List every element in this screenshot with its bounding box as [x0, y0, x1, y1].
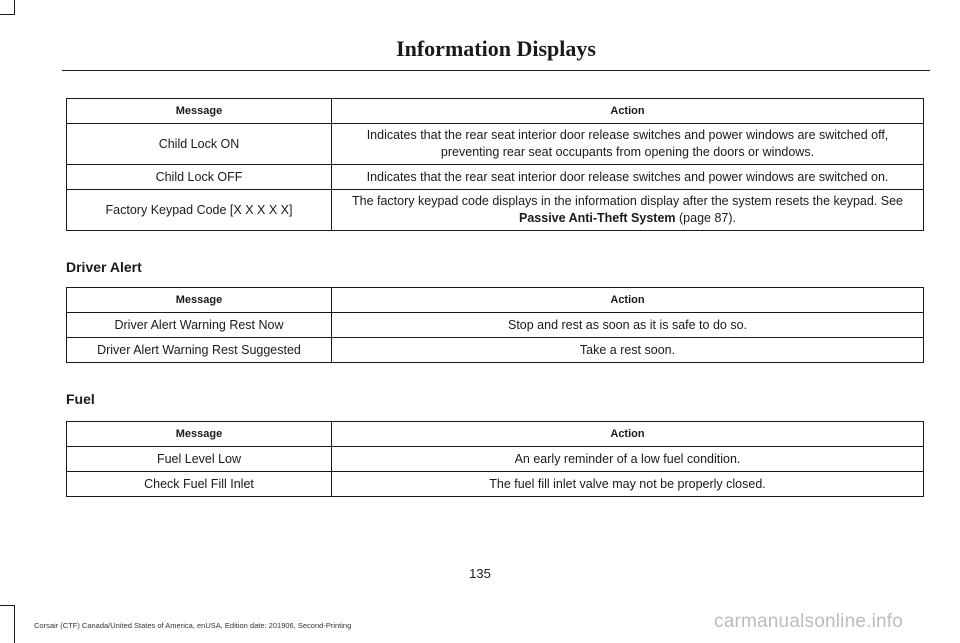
message-cell: Check Fuel Fill Inlet [67, 472, 332, 497]
header-rule [62, 70, 930, 71]
message-cell: Driver Alert Warning Rest Suggested [67, 338, 332, 363]
table-row [67, 165, 924, 190]
message-cell: Child Lock OFF [67, 165, 332, 190]
message-table-driver-alert [66, 287, 924, 363]
crop-mark-bottom-left-v [14, 605, 15, 643]
action-cell: The fuel fill inlet valve may not be properly closed. [332, 472, 924, 497]
action-cell [332, 190, 924, 231]
message-cell: Child Lock ON [67, 124, 332, 165]
column-header-action: Action [332, 288, 924, 313]
table-row [67, 313, 924, 338]
table-header-row [67, 99, 924, 124]
column-header-message: Message [67, 422, 332, 447]
table-row [67, 190, 924, 231]
action-cell: Take a rest soon. [332, 338, 924, 363]
message-table-fuel [66, 421, 924, 497]
cross-reference-link[interactable]: Passive Anti-Theft System [519, 211, 676, 225]
action-text: The factory keypad code displays in the information display after the system resets the keypad. See [352, 194, 903, 208]
table-header-row [67, 422, 924, 447]
message-cell: Fuel Level Low [67, 447, 332, 472]
table-row [67, 338, 924, 363]
table-row [67, 124, 924, 165]
message-cell: Factory Keypad Code [X X X X X] [67, 190, 332, 231]
action-cell: Indicates that the rear seat interior door release switches and power windows are switched off, preventing rear seat occupants from opening the doors or windows. [332, 124, 924, 165]
message-cell: Driver Alert Warning Rest Now [67, 313, 332, 338]
action-text-page: (page 87). [675, 211, 736, 225]
edition-footer: Corsair (CTF) Canada/United States of America, enUSA, Edition date: 201906, Second-Printing [34, 621, 352, 630]
watermark-logo: carmanualsonline.info [714, 611, 904, 632]
section-heading-driver-alert: Driver Alert [66, 259, 142, 275]
crop-mark-top-left-h [0, 14, 15, 15]
column-header-message: Message [67, 288, 332, 313]
column-header-action: Action [332, 422, 924, 447]
column-header-message: Message [67, 99, 332, 124]
message-table-child-lock [66, 98, 924, 231]
action-cell: An early reminder of a low fuel condition. [332, 447, 924, 472]
crop-mark-top-left-v [14, 0, 15, 14]
section-heading-fuel: Fuel [66, 391, 95, 407]
crop-mark-bottom-left-h [0, 605, 15, 606]
page-number: 135 [469, 566, 491, 581]
page-title: Information Displays [396, 36, 596, 61]
action-cell: Indicates that the rear seat interior door release switches and power windows are switched on. [332, 165, 924, 190]
table-row [67, 472, 924, 497]
table-row [67, 447, 924, 472]
column-header-action: Action [332, 99, 924, 124]
action-cell: Stop and rest as soon as it is safe to do so. [332, 313, 924, 338]
table-header-row [67, 288, 924, 313]
